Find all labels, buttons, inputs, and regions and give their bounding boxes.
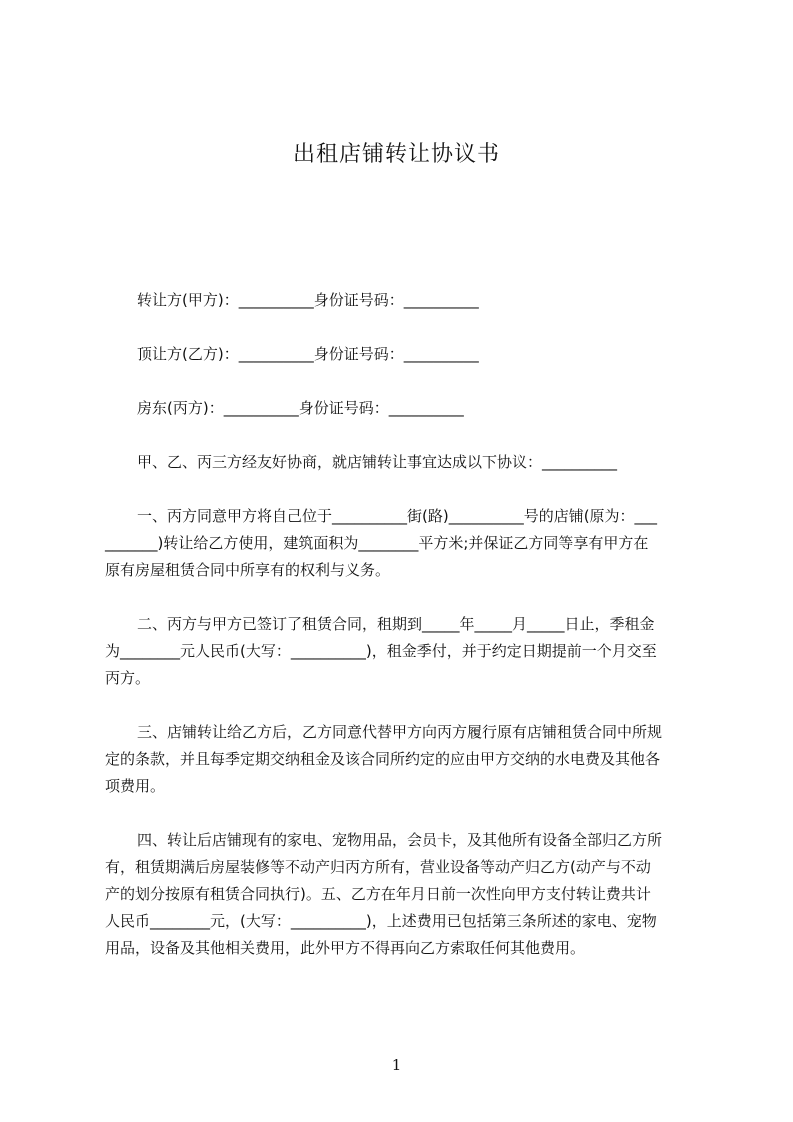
party-transferee-line: 顶让方(乙方)：__________身份证号码：__________ [137,345,479,363]
clause-1-line: _______)转让给乙方使用，建筑面积为________平方米;并保证乙方同等享有甲方在 [105,534,649,552]
party-landlord-line: 房东(丙方)：__________身份证号码：__________ [137,399,464,417]
clause-3-line: 项费用。 [105,777,166,795]
clause-4-line: 有，租赁期满后房屋装修等不动产归丙方所有，营业设备等动产归乙方(动产与不动 [105,858,651,876]
clause-4-line: 用品，设备及其他相关费用，此外甲方不得再向乙方索取任何其他费用。 [105,939,586,957]
clause-4-line: 人民币________元，(大写：__________)，上述费用已包括第三条所述的家电、宠物 [105,912,657,930]
clause-2-line: 丙方。 [105,669,151,687]
clause-3-line: 三、店铺转让给乙方后，乙方同意代替甲方向丙方履行原有店铺租赁合同中所规 [137,723,663,741]
clause-4-line: 产的划分按原有租赁合同执行)。五、乙方在年月日前一次性向甲方支付转让费共计 [105,885,651,903]
clause-2-line: 为________元人民币(大写：__________)，租金季付，并于约定日期提前一个月交至 [105,642,657,660]
clause-2-line: 二、丙方与甲方已签订了租赁合同，租期到_____年_____月_____日止，季租金 [137,615,655,633]
clause-3-line: 定的条款，并且每季定期交纳租金及该合同所约定的应由甲方交纳的水电费及其他各 [105,750,661,768]
intro-line: 甲、乙、丙三方经友好协商，就店铺转让事宜达成以下协议：__________ [137,453,618,471]
clause-1-line: 一、丙方同意甲方将自己位于__________街(路)__________号的店铺(原为：___ [137,507,658,525]
clause-4-line: 四、转让后店铺现有的家电、宠物用品，会员卡，及其他所有设备全部归乙方所 [137,831,663,849]
clause-1-line: 原有房屋租赁合同中所享有的权利与义务。 [105,561,391,579]
document-title: 出租店铺转让协议书 [292,142,500,167]
party-transferor-line: 转让方(甲方)：__________身份证号码：__________ [137,291,479,309]
page-number: 1 [391,1056,402,1074]
